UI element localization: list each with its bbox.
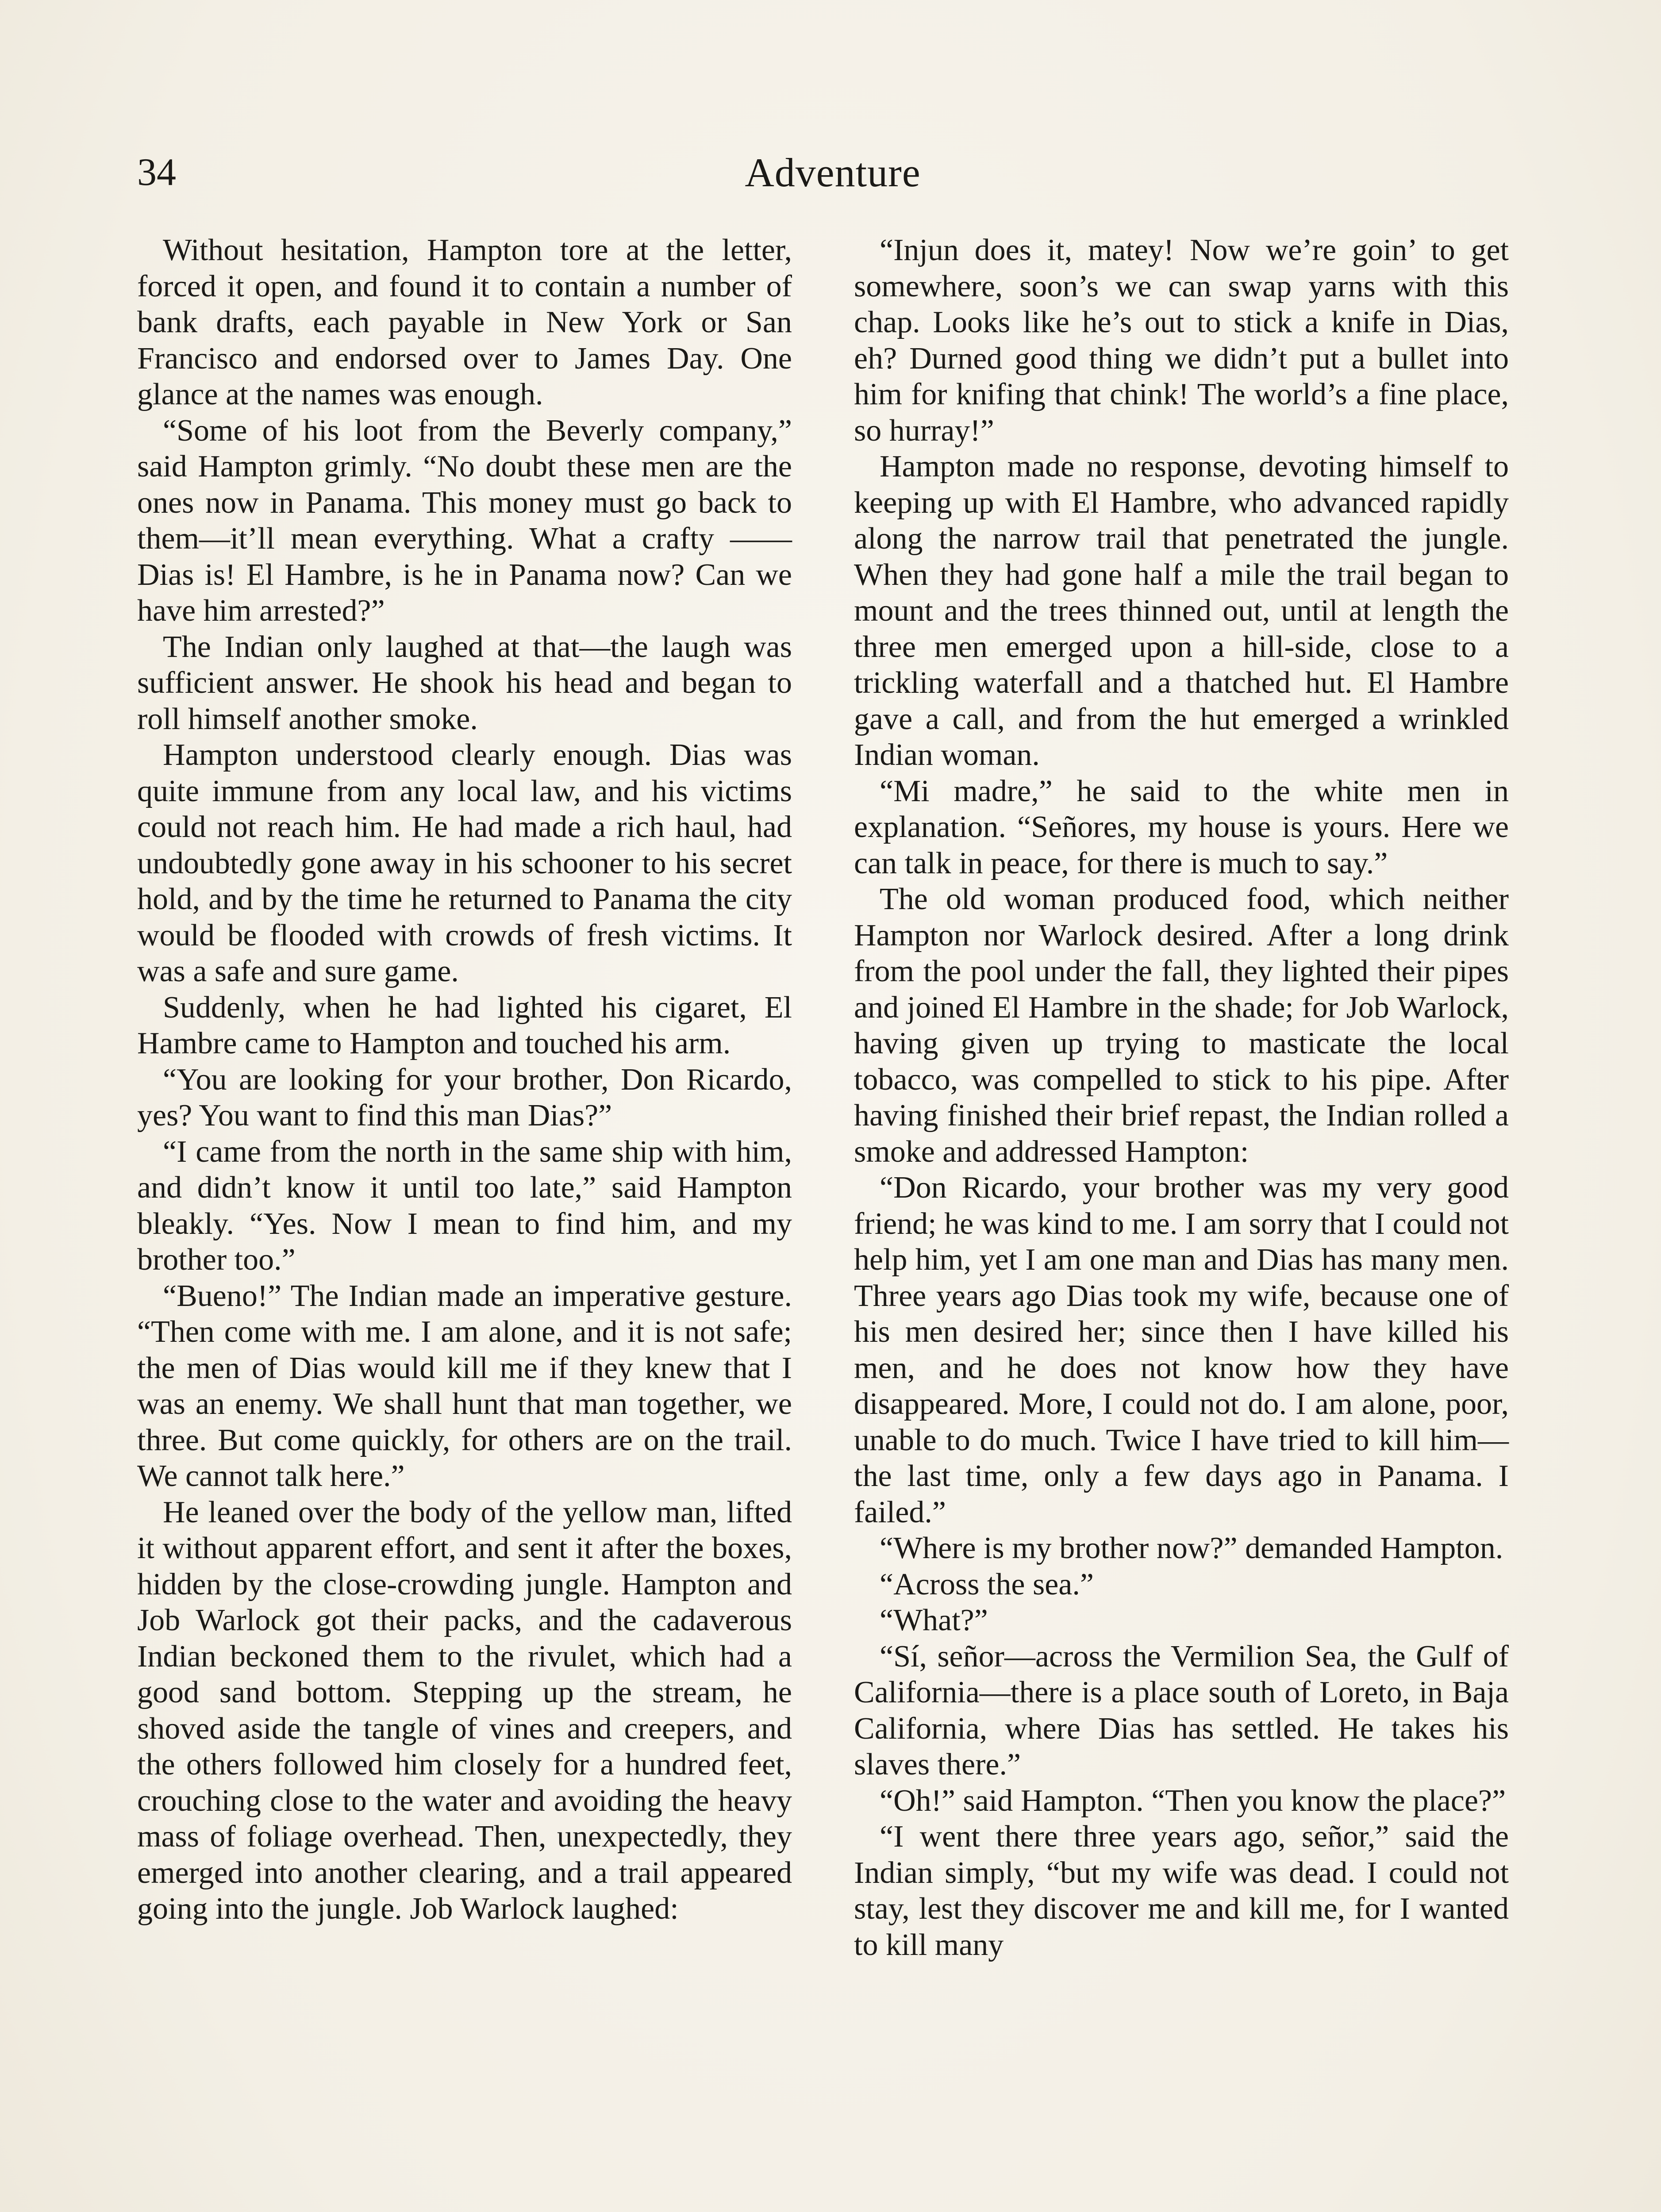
running-title: Adventure bbox=[745, 150, 921, 195]
paragraph: “You are looking for your brother, Don Ricardo, yes? You want to find this man Dias?” bbox=[137, 1062, 792, 1133]
paragraph: “Injun does it, matey! Now we’re goin’ to get somewhere, soon’s we can swap yarns with this chap. Looks like he’s out to stick a knife in Dias, eh? Durned good thing we didn’t put a bullet into him for knifing that chink! The world’s a fine place, so hurray!” bbox=[854, 233, 1509, 448]
paragraph: “Where is my brother now?” demanded Hampton. bbox=[880, 1531, 1503, 1565]
paragraph: “Some of his loot from the Beverly company,” said Hampton grimly. “No doubt these men are the ones now in Panama. This money must go back to them—it’ll mean everything. What a crafty —— Dias is! El Hambre, is he in Panama now? Can we have him arrested?” bbox=[137, 413, 792, 628]
paragraph: “I came from the north in the same ship with him, and didn’t know it until too late,” said Hampton bleakly. “Yes. Now I mean to find him, and my brother too.” bbox=[137, 1134, 792, 1277]
paragraph: “Don Ricardo, your brother was my very good friend; he was kind to me. I am sorry that I could not help him, yet I am one man and Dias has many men. Three years ago Dias took my wife, because one of his men desired her; since then I have killed his men, and he does not know how they have disappeared. More, I could not do. I am alone, poor, unable to do much. Twice I have tried to kill him—the last time, only a few days ago in Panama. I failed.” bbox=[854, 1171, 1509, 1529]
paragraph: “Oh!” said Hampton. “Then you know the place?” bbox=[880, 1783, 1506, 1818]
left-column bbox=[137, 232, 792, 1927]
page-header bbox=[137, 146, 1528, 208]
paragraph: “What?” bbox=[880, 1603, 988, 1637]
paragraph: “Sí, señor—across the Vermilion Sea, the Gulf of California—there is a place south of Loreto, in Baja California, where Dias has settled. He takes his slaves there.” bbox=[854, 1639, 1509, 1782]
paragraph: Hampton made no response, devoting himself to keeping up with El Hambre, who advanced rapidly along the narrow trail that penetrated the jungle. When they had gone half a mile the trail began to mount and the trees thinned out, until at length the three men emerged upon a hill-side, close to a trickling waterfall and a thatched hut. El Hambre gave a call, and from the hut emerged a wrinkled Indian woman. bbox=[854, 449, 1509, 772]
right-column bbox=[854, 232, 1509, 1963]
paragraph: The Indian only laughed at that—the laugh was sufficient answer. He shook his head and began to roll himself another smoke. bbox=[137, 630, 792, 736]
paragraph: He leaned over the body of the yellow man, lifted it without apparent effort, and sent it after the boxes, hidden by the close-crowding jungle. Hampton and Job Warlock got their packs, and the cadaverous Indian beckoned them to the rivulet, which had a good sand bottom. Stepping up the stream, he shoved aside the tangle of vines and creepers, and the others followed him closely for a hundred feet, crouching close to the water and avoiding the heavy mass of foliage overhead. Then, unexpectedly, they emerged into another clearing, and a trail appeared going into the jungle. Job Warlock laughed: bbox=[137, 1495, 792, 1926]
paragraph: “Mi madre,” he said to the white men in explanation. “Señores, my house is yours. Here we can talk in peace, for there is much to say.” bbox=[854, 774, 1509, 880]
paragraph: The old woman produced food, which neither Hampton nor Warlock desired. After a long drink from the pool under the fall, they lighted their pipes and joined El Hambre in the shade; for Job Warlock, having given up trying to masticate the local tobacco, was compelled to stick to his pipe. After having finished their brief repast, the Indian rolled a smoke and addressed Hampton: bbox=[854, 882, 1509, 1169]
paragraph: Without hesitation, Hampton tore at the letter, forced it open, and found it to contain a number of bank drafts, each payable in New York or San Francisco and endorsed over to James Day. One glance at the names was enough. bbox=[137, 233, 792, 411]
paragraph: “Bueno!” The Indian made an imperative gesture. “Then come with me. I am alone, and it is not safe; the men of Dias would kill me if they knew that I was an enemy. We shall hunt that man together, we three. But come quickly, for others are on the trail. We cannot talk here.” bbox=[137, 1279, 792, 1493]
paragraph: “I went there three years ago, señor,” said the Indian simply, “but my wife was dead. I could not stay, lest they discover me and kill me, for I wanted to kill many bbox=[854, 1820, 1509, 1962]
paragraph: Suddenly, when he had lighted his cigaret, El Hambre came to Hampton and touched his arm. bbox=[137, 990, 792, 1060]
page-number: 34 bbox=[137, 151, 176, 194]
paragraph: Hampton understood clearly enough. Dias was quite immune from any local law, and his victims could not reach him. He had made a rich haul, had undoubtedly gone away in his schooner to his secret hold, and by the time he returned to Panama the city would be flooded with crowds of fresh victims. It was a safe and sure game. bbox=[137, 738, 792, 988]
paragraph: “Across the sea.” bbox=[880, 1567, 1094, 1601]
